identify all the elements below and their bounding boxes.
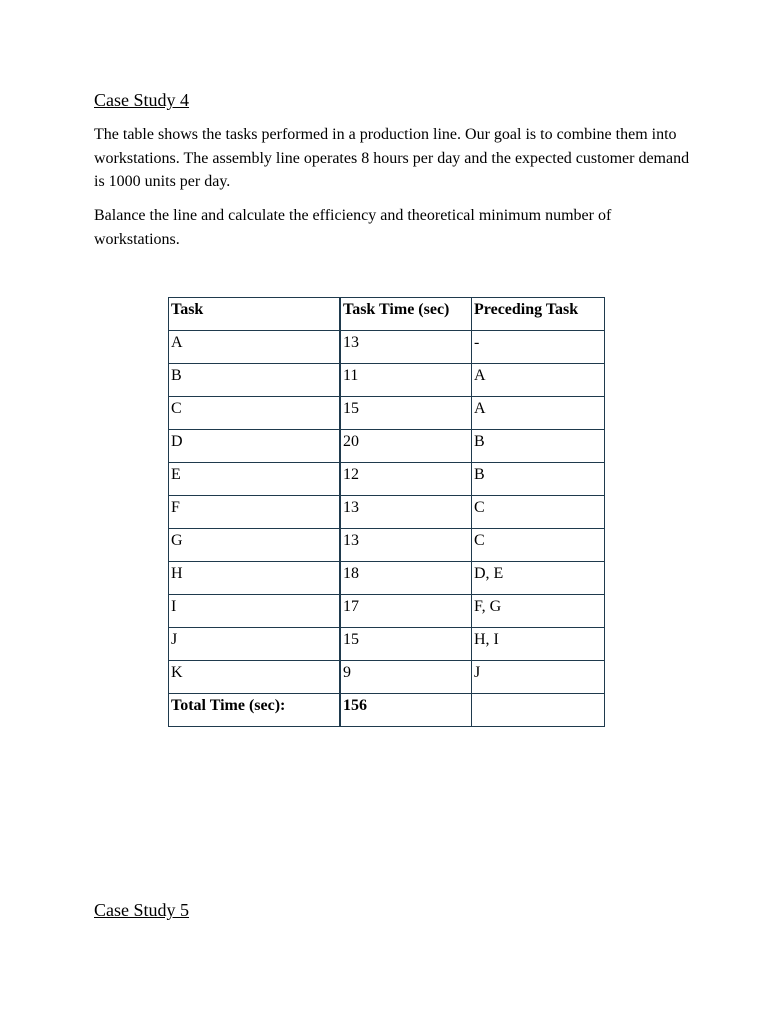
task-table	[168, 297, 605, 727]
table-row	[169, 397, 605, 430]
total-empty-cell	[472, 694, 605, 727]
cell-task: A	[169, 331, 341, 364]
case-study-5-heading: Case Study 5	[94, 900, 190, 920]
header-task-time: Task Time (sec)	[340, 298, 472, 331]
cell-task-time: 17	[340, 595, 472, 628]
cell-task-time: 13	[340, 496, 472, 529]
table-row	[169, 628, 605, 661]
cell-task-time: 18	[340, 562, 472, 595]
table-row	[169, 595, 605, 628]
cell-task: E	[169, 463, 341, 496]
table-row	[169, 661, 605, 694]
cell-task-time: 11	[340, 364, 472, 397]
cell-preceding-task: B	[472, 430, 605, 463]
cell-preceding-task: F, G	[472, 595, 605, 628]
cell-task: I	[169, 595, 341, 628]
case-study-4-heading: Case Study 4	[94, 90, 190, 110]
table-total-row	[169, 694, 605, 727]
cell-task-time: 13	[340, 529, 472, 562]
header-task: Task	[169, 298, 341, 331]
cell-task: D	[169, 430, 341, 463]
cell-task: G	[169, 529, 341, 562]
total-label: Total Time (sec):	[169, 694, 341, 727]
table-row	[169, 364, 605, 397]
table-row	[169, 562, 605, 595]
problem-instructions: Balance the line and calculate the efficiency and theoretical minimum number of workstations.	[94, 207, 612, 248]
cell-task: H	[169, 562, 341, 595]
table-row	[169, 529, 605, 562]
cell-preceding-task: H, I	[472, 628, 605, 661]
cell-task-time: 15	[340, 397, 472, 430]
cell-preceding-task: J	[472, 661, 605, 694]
cell-task-time: 9	[340, 661, 472, 694]
cell-task: J	[169, 628, 341, 661]
table-row	[169, 331, 605, 364]
cell-preceding-task: B	[472, 463, 605, 496]
cell-preceding-task: C	[472, 529, 605, 562]
cell-preceding-task: D, E	[472, 562, 605, 595]
cell-task: F	[169, 496, 341, 529]
cell-task-time: 15	[340, 628, 472, 661]
cell-task-time: 13	[340, 331, 472, 364]
header-preceding-task: Preceding Task	[472, 298, 605, 331]
cell-preceding-task: C	[472, 496, 605, 529]
cell-preceding-task: A	[472, 364, 605, 397]
cell-task-time: 12	[340, 463, 472, 496]
cell-task-time: 20	[340, 430, 472, 463]
cell-task: K	[169, 661, 341, 694]
table-row	[169, 430, 605, 463]
table-header-row	[169, 298, 605, 331]
problem-description: The table shows the tasks performed in a production line. Our goal is to combine them into workstations. The assembly line operates 8 hours per day and the expected customer demand is 1000 units per day.	[94, 126, 690, 190]
cell-preceding-task: A	[472, 397, 605, 430]
cell-task: C	[169, 397, 341, 430]
cell-task: B	[169, 364, 341, 397]
table-row	[169, 496, 605, 529]
cell-preceding-task: -	[472, 331, 605, 364]
table-row	[169, 463, 605, 496]
total-value: 156	[340, 694, 472, 727]
